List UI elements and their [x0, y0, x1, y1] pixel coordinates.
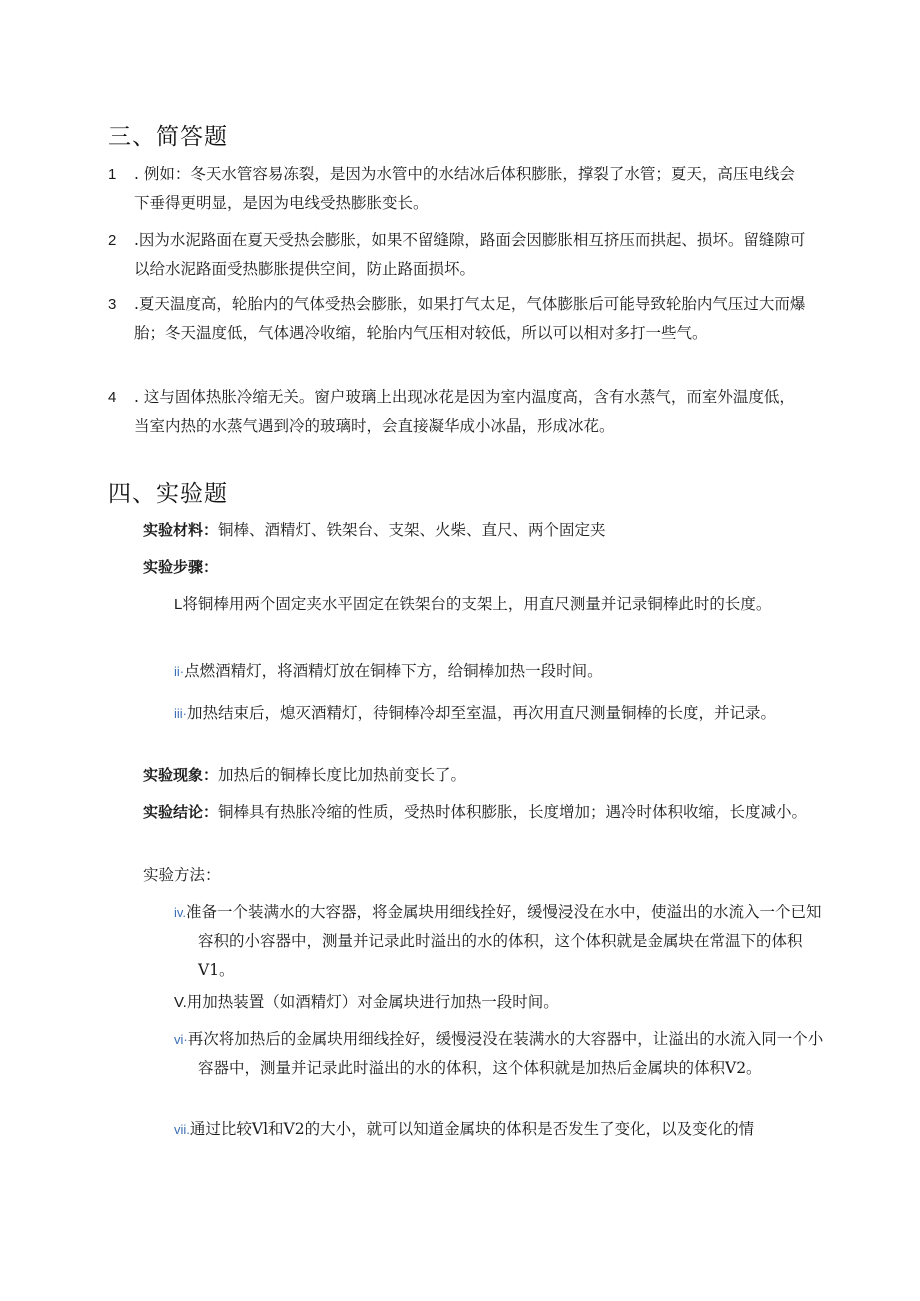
answer-text: . 例如：冬天水管容易冻裂，是因为水管中的水结冰后体积膨胀，撑裂了水管；夏天，高压电线会下垂得更明显，是因为电线受热膨胀变长。	[134, 165, 795, 212]
step-marker: ii·	[174, 664, 185, 679]
steps-label-line	[143, 553, 218, 582]
answer-number: 2	[108, 232, 117, 249]
phenomenon-label: 实验现象：	[143, 766, 219, 784]
method-marker: vii.	[174, 1122, 190, 1137]
materials-text: 铜棒、酒精灯、铁架台、支架、火柴、直尺、两个固定夹	[218, 521, 606, 539]
section-heading-short-answer: 三、简答题	[108, 124, 228, 150]
method-marker: vi·	[174, 1032, 188, 1047]
method-step	[174, 1115, 838, 1144]
answer-number: 4	[108, 389, 117, 406]
method-step	[174, 988, 828, 1017]
step-text: 加热结束后，熄灭酒精灯，待铜棒冷却至室温，再次用直尺测量铜棒的长度，并记录。	[187, 704, 777, 722]
answer-text: .因为水泥路面在夏天受热会膨胀，如果不留缝隙，路面会因膨胀相互挤压而拱起、损坏。留缝隙可以给水泥路面受热膨胀提供空间，防止路面损坏。	[134, 231, 806, 278]
method-text: 再次将加热后的金属块用细线拴好，缓慢浸没在装满水的大容器中，让溢出的水流入同一个小容器中，测量并记录此时溢出的水的体积，这个体积就是加热后金属块的体积V2。	[187, 1030, 824, 1077]
method-label-line	[143, 861, 221, 890]
answer-text: .夏天温度高，轮胎内的气体受热会膨胀，如果打气太足，气体膨胀后可能导致轮胎内气压过大而爆胎；冬天温度低，气体遇冷收缩，轮胎内气压相对较低，所以可以相对多打一些气。	[134, 295, 806, 342]
section-heading-experiment: 四、实验题	[108, 481, 228, 507]
step-text: 点燃酒精灯，将酒精灯放在铜棒下方，给铜棒加热一段时间。	[184, 662, 603, 680]
experiment-step	[174, 590, 828, 619]
answer-text: . 这与固体热胀冷缩无关。窗户玻璃上出现冰花是因为室内温度高，含有水蒸气，而室外温度低，当室内热的水蒸气遇到冷的玻璃时，会直接凝华成小冰晶，形成冰花。	[134, 388, 795, 435]
conclusion-label: 实验结论：	[143, 803, 219, 821]
materials-label: 实验材料：	[143, 521, 219, 539]
conclusion-block	[143, 798, 828, 827]
answer-number: 3	[108, 296, 117, 313]
method-step	[174, 898, 828, 985]
experiment-step	[174, 699, 828, 728]
phenomenon-line	[143, 761, 466, 790]
answer-item	[108, 383, 808, 441]
answer-item	[108, 226, 808, 284]
step-marker: iii·	[174, 706, 187, 721]
materials-line	[143, 516, 606, 545]
method-text: 用加热装置（如酒精灯）对金属块进行加热一段时间。	[186, 993, 559, 1011]
conclusion-text: 铜棒具有热胀冷缩的性质，受热时体积膨胀，长度增加；遇冷时体积收缩，长度减小。	[218, 803, 808, 821]
experiment-step	[174, 657, 828, 686]
method-marker: iv.	[174, 905, 187, 920]
answer-number: 1	[108, 166, 117, 183]
steps-label: 实验步骤：	[143, 558, 219, 576]
answer-item	[108, 290, 808, 348]
method-text: 准备一个装满水的大容器，将金属块用细线拴好，缓慢浸没在水中，使溢出的水流入一个已知容积的小容器中，测量并记录此时溢出的水的体积，这个体积就是金属块在常温下的体积V1。	[186, 903, 822, 979]
method-label: 实验方法：	[143, 866, 221, 884]
phenomenon-text: 加热后的铜棒长度比加热前变长了。	[218, 766, 467, 784]
method-text: 通过比较Vl和V2的大小，就可以知道金属块的体积是否发生了变化，以及变化的情	[189, 1120, 755, 1138]
step-text: 将铜棒用两个固定夹水平固定在铁架台的支架上，用直尺测量并记录铜棒此时的长度。	[182, 595, 772, 613]
step-marker: L	[174, 596, 183, 613]
answer-item	[108, 160, 808, 218]
method-step	[174, 1025, 828, 1083]
method-marker: V.	[174, 994, 187, 1011]
